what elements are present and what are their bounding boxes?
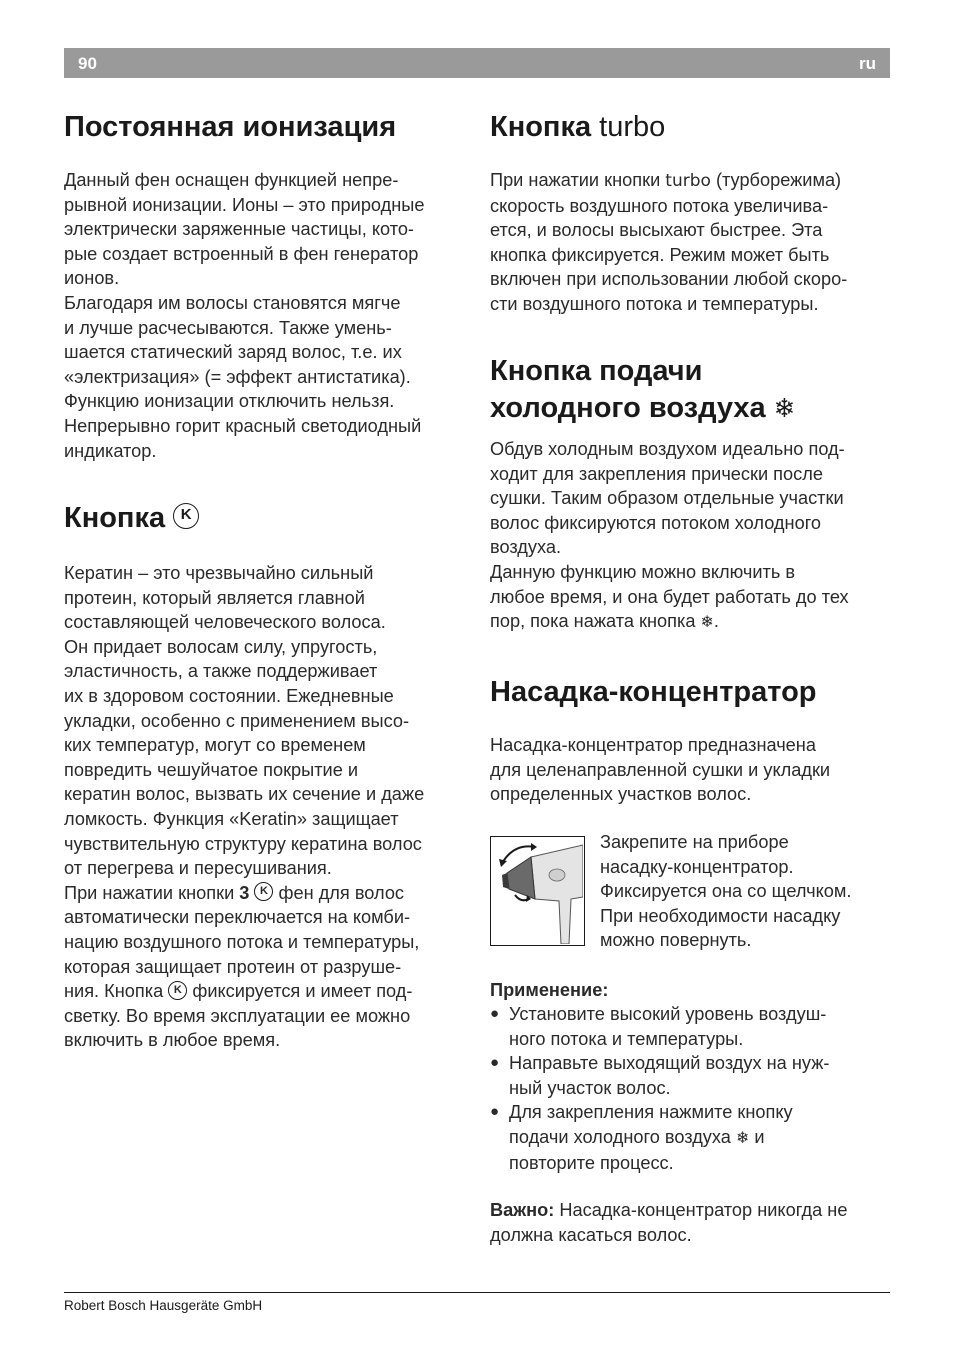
text-line <box>64 881 466 906</box>
text-fragment: При нажатии кнопки <box>490 170 666 190</box>
concentrator-illustration <box>490 836 585 946</box>
page-number: 90 <box>78 54 97 73</box>
text-line: повторите процесс. <box>509 1152 674 1173</box>
text-line: Функцию ионизации отключить нельзя. <box>64 391 395 412</box>
text-line <box>490 1198 890 1223</box>
text-line: кератин волос, вызвать их сечение и даже <box>64 784 425 805</box>
text-line: ионов. <box>64 268 120 289</box>
text-line <box>509 1125 890 1151</box>
text-line: для целенаправленной сушки и укладки <box>490 759 831 780</box>
text-line: от перегрева и пересушивания. <box>64 858 332 879</box>
footer-company: Robert Bosch Hausgeräte GmbH <box>64 1298 263 1313</box>
text-line: ный участок волос. <box>509 1077 671 1098</box>
text-line: При необходимости насадку <box>600 905 841 926</box>
text-line: должна касаться волос. <box>490 1224 692 1245</box>
text-line <box>64 979 466 1004</box>
text-line: кнопка фиксируется. Режим может быть <box>490 244 830 265</box>
text-line: светку. Во время эксплуатации ее можно <box>64 1005 411 1026</box>
text-line: включить в любое время. <box>64 1030 281 1051</box>
section-title-keratin <box>64 500 199 537</box>
important-label: Важно: <box>490 1200 555 1220</box>
text-line: «электризация» (= эффект антистатика). <box>64 366 411 387</box>
snowflake-icon: ❄ <box>700 612 714 632</box>
text-fragment: ния. Кнопка <box>64 981 169 1002</box>
text-line: сушки. Таким образом отдельные участки <box>490 488 844 509</box>
cool-air-text <box>490 437 890 635</box>
text-line: укладки, особенно с применением высо- <box>64 710 410 731</box>
text-line: ется, и волосы высыхают быстрее. Эта <box>490 220 823 241</box>
text-line: ких температур, могут со временем <box>64 735 366 756</box>
text-line: рывной ионизации. Ионы – это природные <box>64 194 425 215</box>
keratin-text <box>64 561 466 1053</box>
text-line: электрически заряженные частицы, кото- <box>64 219 414 240</box>
text-line: сти воздушного потока и температуры. <box>490 293 819 314</box>
text-line: Он придает волосам силу, упругость, <box>64 636 378 657</box>
bullet-icon: ● <box>490 1054 500 1072</box>
section-title-turbo <box>490 109 665 146</box>
text-line: ного потока и температуры. <box>509 1028 744 1049</box>
text-line: волос фиксируются потоком холодного <box>490 512 822 533</box>
snowflake-icon: ❄ <box>773 394 796 424</box>
text-line: определенных участков волос. <box>490 784 752 805</box>
text-line: индикатор. <box>64 440 157 461</box>
keratin-k-icon: K <box>173 503 199 529</box>
ionization-text <box>64 168 466 463</box>
text-line: скорость воздушного потока увеличива- <box>490 195 829 216</box>
text-line: и лучше расчесываются. Также умень- <box>64 317 392 338</box>
text-line: Для закрепления нажмите кнопку <box>509 1102 793 1123</box>
list-item <box>490 1100 890 1175</box>
text-line <box>490 609 890 635</box>
keratin-title-text: Кнопка <box>64 502 166 534</box>
turbo-title-light: turbo <box>599 111 666 143</box>
text-line: рые создает встроенный в фен генератор <box>64 243 419 264</box>
concentrator-text <box>490 733 890 807</box>
text-line: которая защищает протеин от разруше- <box>64 956 402 977</box>
text-line: Фиксируется она со щелчком. <box>600 881 852 902</box>
text-line: Благодаря им волосы становятся мягче <box>64 292 401 313</box>
text-line: ходит для закрепления прически после <box>490 463 823 484</box>
list-item <box>490 1002 890 1051</box>
turbo-text <box>490 168 890 317</box>
text-line: насадку-концентратор. <box>600 856 794 877</box>
text-line: эластичность, а также поддерживает <box>64 661 378 682</box>
keratin-k-icon: K <box>254 882 273 901</box>
text-line: Установите высокий уровень воздуш- <box>509 1004 827 1024</box>
section-title-concentrator: Насадка-концентратор <box>490 676 817 708</box>
button-number: 3 <box>239 882 250 903</box>
text-fragment: фен для волос <box>273 882 405 903</box>
hair-dryer-icon <box>491 837 583 944</box>
turbo-title-bold: Кнопка <box>490 111 592 143</box>
turbo-word: turbo <box>665 171 711 191</box>
language-code: ru <box>859 54 876 73</box>
text-line: автоматически переключается на комби- <box>64 907 411 928</box>
bullet-icon: ● <box>490 1103 500 1121</box>
text-line: их в здоровом состоянии. Ежедневные <box>64 685 394 706</box>
text-line: Направьте выходящий воздух на нуж- <box>509 1053 830 1074</box>
text-fragment: Насадка-концентратор никогда не <box>554 1200 848 1220</box>
cool-air-title-text: холодного воздуха <box>490 392 766 424</box>
text-fragment: При нажатии кнопки <box>64 882 240 903</box>
section-title-cool-air <box>490 353 795 428</box>
text-line: Насадка-концентратор предназначена <box>490 735 816 755</box>
important-note <box>490 1198 890 1247</box>
text-line: включен при использовании любой скоро- <box>490 269 848 290</box>
section-title-ionization: Постоянная ионизация <box>64 111 397 143</box>
text-line: Данную функцию можно включить в <box>490 561 796 582</box>
cool-air-title-line: Кнопка подачи <box>490 355 703 387</box>
text-line: любое время, и она будет работать до тех <box>490 586 849 607</box>
text-line: Обдув холодным воздухом идеально под- <box>490 439 845 459</box>
page-header-bar <box>64 48 890 78</box>
text-line: Данный фен оснащен функцией непре- <box>64 170 399 190</box>
figure-caption <box>600 830 890 953</box>
text-line: Закрепите на приборе <box>600 832 789 852</box>
usage-steps <box>490 1002 890 1175</box>
footer-divider <box>64 1292 890 1293</box>
text-fragment: . <box>713 611 719 632</box>
text-fragment: (турборежима) <box>710 170 842 190</box>
text-line: воздуха. <box>490 537 562 558</box>
text-fragment: и <box>749 1126 765 1147</box>
text-line: можно повернуть. <box>600 930 752 951</box>
list-item <box>490 1051 890 1100</box>
text-line: Кератин – это чрезвычайно сильный <box>64 563 374 583</box>
text-line: протеин, который является главной <box>64 587 365 608</box>
snowflake-icon: ❄ <box>735 1127 750 1147</box>
cool-air-title-line <box>490 390 795 428</box>
text-fragment: подачи холодного воздуха <box>509 1126 736 1147</box>
text-line <box>490 168 890 194</box>
text-line: ломкость. Функция «Keratin» защищает <box>64 808 399 829</box>
bullet-icon: ● <box>490 1005 500 1022</box>
text-fragment: пор, пока нажата кнопка <box>490 611 701 632</box>
usage-label: Применение: <box>490 980 609 1000</box>
text-fragment: фиксируется и имеет под- <box>187 981 413 1002</box>
keratin-k-icon: K <box>168 981 187 1000</box>
text-line: шается статический заряд волос, т.е. их <box>64 342 402 363</box>
text-line: повредить чешуйчатое покрытие и <box>64 759 359 780</box>
text-line: нацию воздушного потока и температуры, <box>64 931 420 952</box>
text-line: чувствительную структуру кератина волос <box>64 833 422 854</box>
text-line: составляющей человеческого волоса. <box>64 612 386 633</box>
text-line: Непрерывно горит красный светодиодный <box>64 415 422 436</box>
